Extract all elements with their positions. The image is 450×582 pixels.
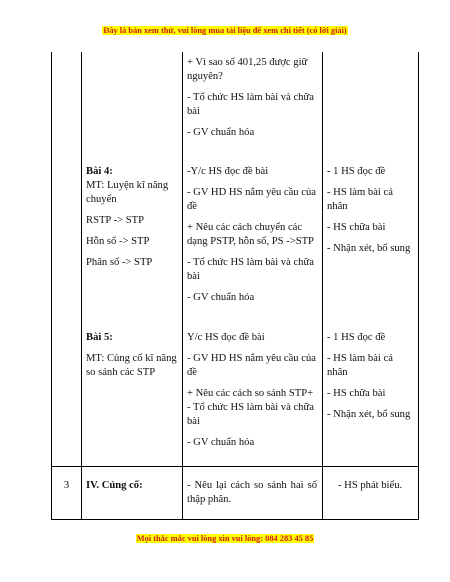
table-row-divider: [51, 466, 419, 467]
student-line: - HS làm bài cá nhân: [327, 187, 393, 212]
exercise-4-student-activities: [327, 165, 415, 263]
exercise-4-line: RSTP -> STP: [86, 215, 144, 226]
exercise-5-title: Bài 5:: [86, 332, 113, 343]
teacher-line: - Tổ chức HS làm bài và chữa bài: [187, 257, 314, 282]
student-line: - HS làm bài cá nhân: [327, 353, 393, 378]
section-3-teacher-activity: - Nêu lại cách so sánh hai số thập phân.: [187, 480, 317, 505]
section-3-student-activity: - HS phát biểu.: [338, 480, 403, 491]
exercise-5-student-activities: [327, 331, 415, 429]
section-3-time: 3: [63, 480, 70, 491]
student-line: - 1 HS đọc đề: [327, 166, 386, 177]
teacher-line: - GV HD HS nắm yêu cầu của đề: [187, 353, 316, 378]
student-line: - Nhận xét, bổ sung: [327, 409, 411, 420]
teacher-line: - GV chuẩn hóa: [187, 437, 255, 448]
exercise-4-content: [86, 165, 178, 277]
teacher-line: - GV HD HS nắm yêu cầu của đề: [187, 187, 316, 212]
student-line: - 1 HS đọc đề: [327, 332, 386, 343]
table-divider-2: [182, 52, 183, 520]
exercise-5-content: [86, 331, 178, 387]
teacher-line: Y/c HS đọc đề bài: [187, 332, 265, 343]
teacher-line: - GV chuẩn hóa: [187, 127, 255, 138]
table-divider-1: [81, 52, 82, 520]
student-line: - Nhận xét, bổ sung: [327, 243, 411, 254]
teacher-line: - Tổ chức HS làm bài và chữa bài: [187, 92, 314, 117]
exercise-4-line: Hỗn số -> STP: [86, 236, 150, 247]
student-line: - HS chữa bài: [327, 388, 386, 399]
continuation-teacher-activities: [187, 56, 317, 147]
exercise-4-title: Bài 4:: [86, 166, 113, 177]
exercise-5-teacher-activities: [187, 331, 317, 457]
teacher-line: + Nêu các cách chuyển các dạng PSTP, hỗn số, PS ->STP: [187, 222, 314, 247]
teacher-line: + Nêu các cách so sánh STP+ - Tổ chức HS làm bài và chữa bài: [187, 388, 314, 427]
exercise-4-line: Phân số -> STP: [86, 257, 153, 268]
teacher-line: - GV chuẩn hóa: [187, 292, 255, 303]
table-divider-3: [322, 52, 323, 520]
exercise-5-objective: MT: Củng cố kĩ năng so sánh các STP: [86, 353, 177, 378]
preview-notice: Đây là bản xem thử, vui lòng mua tài liệu để xem chi tiết (có lời giải): [103, 26, 347, 35]
teacher-line: + Vì sao số 401,25 được giữ nguyên?: [187, 57, 308, 82]
table-border-right: [418, 52, 419, 520]
student-line: - HS chữa bài: [327, 222, 386, 233]
teacher-line: -Y/c HS đọc đề bài: [187, 166, 269, 177]
table-border-left: [51, 52, 52, 520]
exercise-4-teacher-activities: [187, 165, 317, 312]
contact-notice: Mọi thắc mắc vui lòng xin vui lòng: 084 283 45 85: [136, 534, 314, 543]
table-border-bottom: [51, 519, 419, 520]
section-3-title: IV. Củng cố:: [86, 480, 143, 491]
exercise-4-objective: MT: Luyện kĩ năng chuyển: [86, 180, 169, 205]
